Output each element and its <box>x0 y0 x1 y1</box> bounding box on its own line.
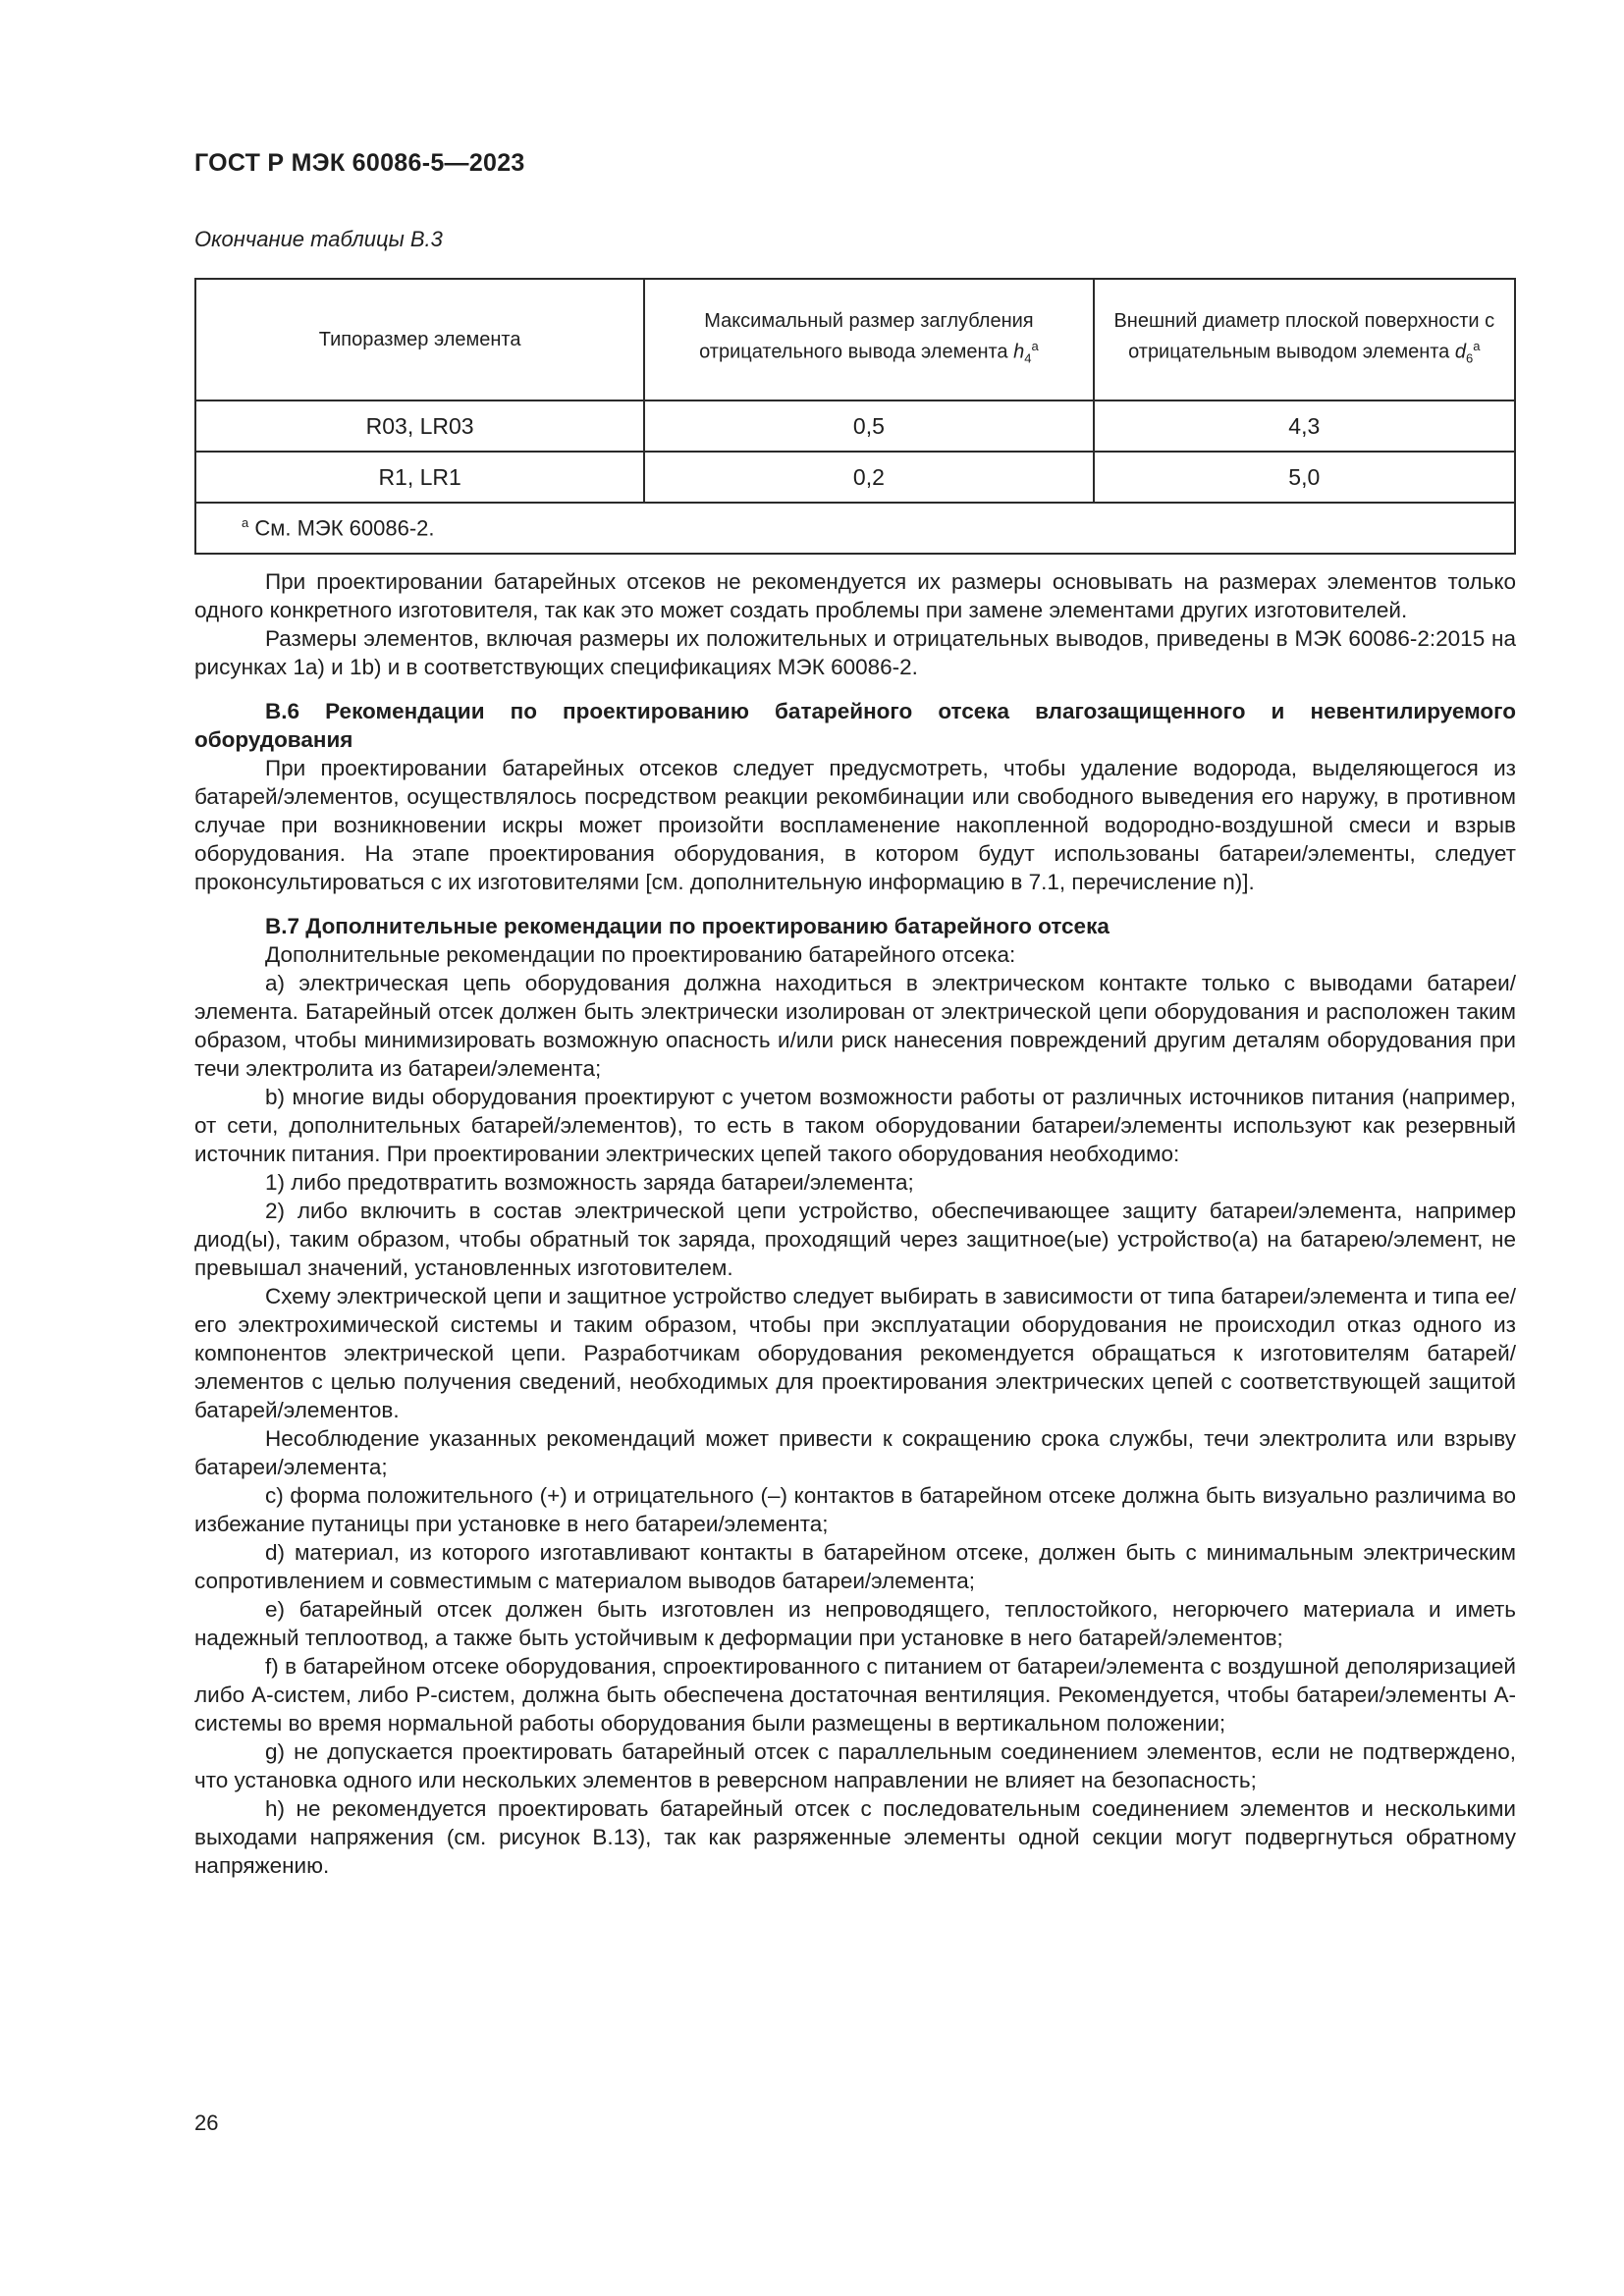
cell-h4: 0,2 <box>644 452 1093 503</box>
document-header: ГОСТ Р МЭК 60086-5—2023 <box>194 149 525 177</box>
list-item: g) не допускается проектировать батарейный отсек с параллельным соединением элементов, если не подтверждено, что установка одного или нескольких элементов в реверсном направлении не влияет на безопасность; <box>194 1739 1516 1792</box>
cell-d6: 4,3 <box>1094 400 1515 452</box>
list-item: 2) либо включить в состав электрической цепи устройство, обеспечивающее защиту батареи/элемента, например диод(ы), таким образом, чтобы обратный ток заряда, проходящий через защитное(ые) устройство(а) на батарею/элемент, не превышал значений, установленных изготовителем. <box>194 1199 1516 1280</box>
paragraph: Дополнительные рекомендации по проектированию батарейного отсека: <box>265 942 1016 967</box>
table-row <box>195 400 1515 452</box>
page-number: 26 <box>194 2110 219 2135</box>
section-heading-b7: В.7 Дополнительные рекомендации по проектированию батарейного отсека <box>265 914 1110 938</box>
footnote-text: См. МЭК 60086-2. <box>254 515 435 541</box>
cell-h4: 0,5 <box>644 400 1093 452</box>
list-item: d) материал, из которого изготавливают контакты в батарейном отсеке, должен быть с минимальным электрическим сопротивлением и совместимым с материалом выводов батареи/элемента; <box>194 1540 1516 1593</box>
paragraph: Несоблюдение указанных рекомендаций может привести к сокращению срока службы, течи электролита или взрыву батареи/элемента; <box>194 1426 1516 1479</box>
header-h4-text: Максимальный размер заглубления отрицательного вывода элемента <box>699 309 1034 363</box>
table-row <box>195 452 1515 503</box>
cell-size: R1, LR1 <box>195 452 644 503</box>
paragraph: При проектировании батарейных отсеков следует предусмотреть, чтобы удаление водорода, выделяющегося из батарей/элементов, осуществлялось посредством реакции рекомбинации или свободного выведения его наружу, в противном случае при возникновении искры может произойти воспламенение накопленной водородно-воздушной смеси и взрыв оборудования. На этапе проектирования оборудования, в котором будут использованы батареи/элементы, следует проконсультироваться с их изготовителями [см. дополнительную информацию в 7.1, перечисление n)]. <box>194 756 1516 894</box>
header-d6 <box>1094 279 1515 400</box>
list-item: b) многие виды оборудования проектируют с учетом возможности работы от различных источников питания (например, от сети, дополнительных батарей/элементов), то есть в таком оборудовании батареи/элементы используют как резервный источник питания. При проектировании электрических цепей такого оборудования необходимо: <box>194 1085 1516 1166</box>
list-item: c) форма положительного (+) и отрицательного (–) контактов в батарейном отсеке должна быть визуально различима во избежание путаницы при установке в него батареи/элемента; <box>194 1483 1516 1536</box>
table-footnote <box>195 503 1515 554</box>
footnote-mark: a <box>242 514 249 530</box>
table-caption: Окончание таблицы В.3 <box>194 227 443 251</box>
header-size: Типоразмер элемента <box>195 279 644 400</box>
section-heading-b6: В.6 Рекомендации по проектированию батарейного отсека влагозащищенного и невентилируемого оборудования <box>194 699 1516 752</box>
header-h4-sub: 4 <box>1024 350 1032 366</box>
header-d6-symbol: d <box>1454 341 1466 363</box>
header-h4-sup: a <box>1031 338 1039 353</box>
paragraph: При проектировании батарейных отсеков не рекомендуется их размеры основывать на размерах элементов только одного конкретного изготовителя, так как это может создать проблемы при замене элементами других изготовителей. <box>194 569 1516 622</box>
header-h4-symbol: h <box>1013 341 1025 363</box>
cell-d6: 5,0 <box>1094 452 1515 503</box>
list-item: f) в батарейном отсеке оборудования, спроектированного с питанием от батареи/элемента с воздушной деполяризацией либо А-систем, либо Р-систем, должна быть обеспечена достаточная вентиляция. Рекомендуется, чтобы батареи/элементы А-системы во время нормальной работы оборудования были размещены в вертикальном положении; <box>194 1654 1516 1735</box>
header-d6-sub: 6 <box>1466 350 1474 366</box>
header-d6-text: Внешний диаметр плоской поверхности с отрицательным выводом элемента <box>1113 309 1495 363</box>
header-d6-sup: a <box>1473 338 1481 353</box>
cell-size: R03, LR03 <box>195 400 644 452</box>
list-item: 1) либо предотвратить возможность заряда батареи/элемента; <box>265 1170 914 1195</box>
header-h4 <box>644 279 1093 400</box>
table-footnote-row <box>195 503 1515 554</box>
paragraph: Схему электрической цепи и защитное устройство следует выбирать в зависимости от типа батареи/элемента и типа ее/его электрохимической системы и таким образом, чтобы при эксплуатации оборудования не происходил отказ одного из компонентов электрической цепи. Разработчикам оборудования рекомендуется обращаться к изготовителям батарей/элементов с целью получения сведений, необходимых для проектирования электрических цепей с соответствующей защитой батарей/элементов. <box>194 1284 1516 1422</box>
list-item: h) не рекомендуется проектировать батарейный отсек с последовательным соединением элементов и несколькими выходами напряжения (см. рисунок В.13), так как разряженные элементы одной секции могут подвергнуться обратному напряжению. <box>194 1796 1516 1878</box>
body-text <box>194 567 1516 1880</box>
paragraph: Размеры элементов, включая размеры их положительных и отрицательных выводов, приведены в МЭК 60086-2:2015 на рисунках 1a) и 1b) и в соответствующих спецификациях МЭК 60086-2. <box>194 626 1516 679</box>
list-item: e) батарейный отсек должен быть изготовлен из непроводящего, теплостойкого, негорючего материала и иметь надежный теплоотвод, а также быть устойчивым к деформации при установке в него батарей/элементов; <box>194 1597 1516 1650</box>
list-item: a) электрическая цепь оборудования должна находиться в электрическом контакте только с выводами батареи/элемента. Батарейный отсек должен быть электрически изолирован от электрической цепи оборудования и расположен таким образом, чтобы минимизировать возможную опасность и/или риск нанесения повреждений другим деталям оборудования при течи электролита из батареи/элемента; <box>194 971 1516 1081</box>
dimensions-table <box>194 278 1516 555</box>
table-header-row <box>195 279 1515 400</box>
